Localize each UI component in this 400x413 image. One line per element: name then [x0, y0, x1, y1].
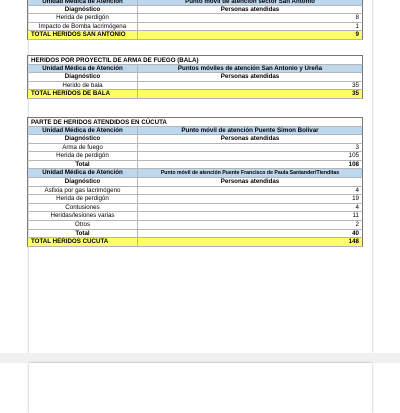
header-unit: Unidad Médica de Atención [28, 169, 138, 177]
header-unit: Unidad Médica de Atención [28, 65, 138, 73]
row-value: 4 [355, 203, 359, 211]
table-subheader-row [27, 6, 363, 15]
row-label: Herida de perdigón [28, 195, 138, 203]
subheader-count: Personas atendidas [220, 5, 280, 13]
total-value: 148 [348, 238, 359, 246]
subtotal-value: 108 [348, 160, 359, 168]
row-label: Herido de bala [28, 82, 138, 90]
table-title: PARTE DE HERIDOS ATENDIDOS EN CÚCUTA [27, 117, 363, 127]
header-location: Puntos móviles de atención San Antonio y Ureña [177, 64, 323, 72]
table-subheader-row [27, 135, 363, 144]
subtotal-label: Total [28, 230, 138, 238]
row-label: Herida de perdigón [28, 152, 138, 160]
subheader-diagnosis: Diagnóstico [28, 178, 138, 186]
table-row [27, 221, 363, 230]
table-subheader-row [27, 73, 363, 82]
total-label: TOTAL HERIDOS DE BALA [28, 90, 138, 98]
table-title: HERIDOS POR PROYECTIL DE ARMA DE FUEGO (BALA) [27, 55, 363, 65]
subheader-count: Personas atendidas [220, 178, 280, 186]
row-value: 35 [352, 81, 359, 89]
san-antonio-table [27, 0, 363, 40]
table-row [27, 195, 363, 204]
subtotal-row [27, 230, 363, 239]
subheader-count: Personas atendidas [220, 73, 280, 81]
row-value: 8 [355, 14, 359, 22]
total-row [27, 31, 363, 40]
row-label: Contusiones [28, 204, 138, 212]
header-location: Punto móvil de atención Puente Simon Bolivar [181, 126, 319, 134]
total-row [27, 90, 363, 99]
row-value: 19 [352, 195, 359, 203]
table-row [27, 14, 363, 23]
row-label: Herida de perdigón [28, 14, 138, 22]
row-value: 3 [355, 143, 359, 151]
row-value: 11 [352, 212, 359, 220]
row-label: Otros [28, 221, 138, 229]
document-page-2 [29, 363, 372, 413]
total-row [27, 238, 363, 247]
total-value: 9 [355, 31, 359, 39]
subtotal-value: 40 [352, 229, 359, 237]
table-header-row [27, 65, 363, 74]
table-header-row [27, 127, 363, 136]
table-row [27, 187, 363, 196]
row-label: Arma de fuego [28, 144, 138, 152]
table-subheader-row [27, 178, 363, 187]
total-label: TOTAL HERIDOS CÚCUTA [28, 238, 138, 246]
row-value: 1 [355, 22, 359, 30]
table-row [27, 152, 363, 161]
header-location: Punto móvil de atención Puente Francisco de Paula Santander/Tienditas [160, 170, 340, 177]
header-unit: Unidad Médica de Atención [28, 0, 138, 5]
subtotal-row [27, 161, 363, 170]
table-header-row [27, 169, 363, 178]
subtotal-label: Total [28, 161, 138, 169]
row-label: Asfixia por gas lacrimógeno [28, 187, 138, 195]
subheader-diagnosis: Diagnóstico [28, 6, 138, 14]
row-label: Heridas/lesiones varias [28, 212, 138, 220]
bullet-wounds-table [27, 55, 363, 99]
subheader-count: Personas atendidas [220, 135, 280, 143]
table-row [27, 82, 363, 91]
table-row [27, 204, 363, 213]
row-label: Impacto de Bomba lacrimógena [28, 23, 138, 31]
cucuta-table [27, 117, 363, 247]
table-row [27, 23, 363, 32]
table-row [27, 212, 363, 221]
total-label: TOTAL HERIDOS SAN ANTONIO [28, 31, 138, 39]
table-row [27, 144, 363, 153]
header-unit: Unidad Médica de Atención [28, 127, 138, 135]
page-gap [0, 353, 400, 363]
row-value: 4 [355, 186, 359, 194]
total-value: 35 [352, 90, 359, 98]
row-value: 2 [355, 221, 359, 229]
row-value: 105 [348, 152, 359, 160]
header-location: Punto móvil de atención sector San Antonio [185, 0, 315, 5]
subheader-diagnosis: Diagnóstico [28, 73, 138, 81]
subheader-diagnosis: Diagnóstico [28, 135, 138, 143]
